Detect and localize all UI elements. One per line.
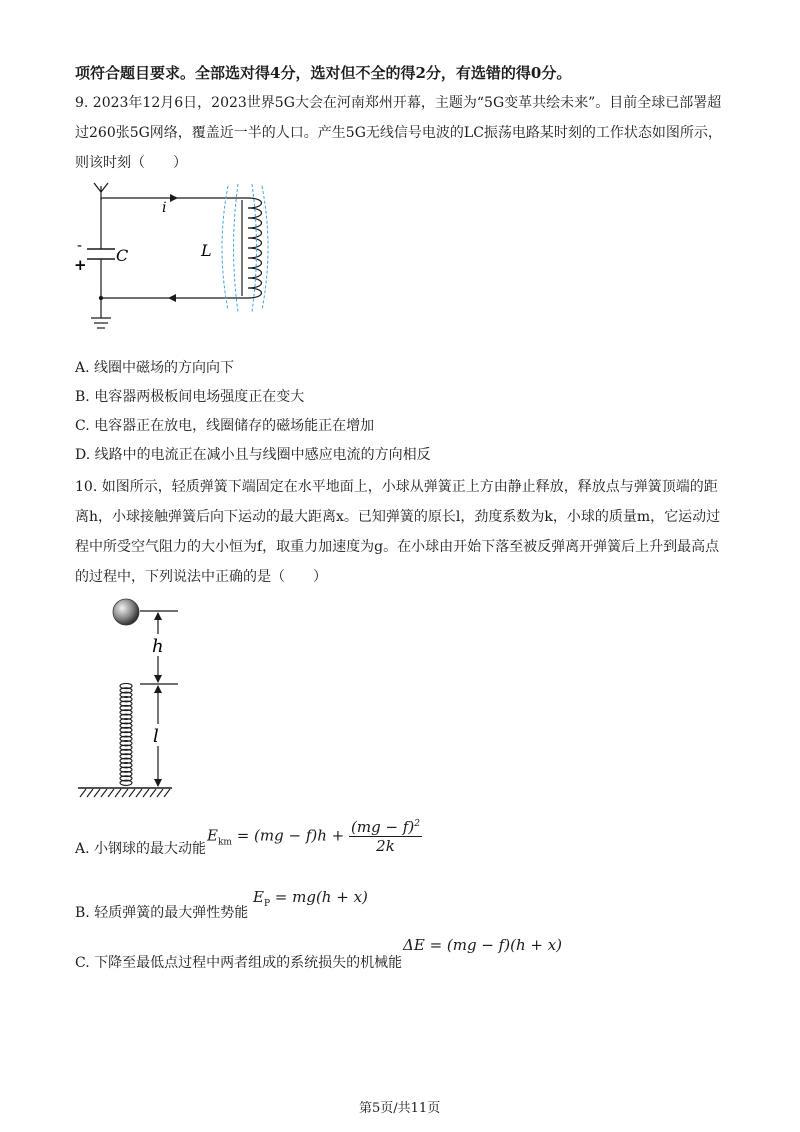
q10-option-c-text: C. 下降至最低点过程中两者组成的系统损失的机械能 bbox=[75, 955, 403, 971]
inductor-label: L bbox=[201, 241, 212, 260]
q9-option-b: B. 电容器两极板间电场强度正在变大 bbox=[75, 389, 305, 405]
q10-option-b-text: B. 轻质弹簧的最大弹性势能 bbox=[75, 905, 249, 921]
q10-line-1: 10. 如图所示，轻质弹簧下端固定在水平地面上，小球从弹簧正上方由静止释放，释放点与弹簧顶端的距 bbox=[75, 479, 718, 495]
q9-line-2: 过260张5G网络，覆盖近一半的人口。产生5G无线信号电波的LC振荡电路某时刻的工作状态如图所示， bbox=[75, 125, 722, 141]
l-label: l bbox=[153, 726, 159, 747]
q9-line-1: 9. 2023年12月6日，2023世界5G大会在河南郑州开幕，主题为“5G变革共绘未来”。目前全球已部署超 bbox=[75, 95, 722, 111]
q9-option-c: C. 电容器正在放电，线圈储存的磁场能正在增加 bbox=[75, 418, 375, 434]
spring-coil bbox=[120, 683, 132, 785]
section-instruction: 项符合题目要求。全部选对得4分，选对但不全的得2分，有选错的得0分。 bbox=[75, 64, 572, 82]
capacitor-minus-sign: - bbox=[77, 238, 83, 254]
q9-option-a: A. 线圈中磁场的方向向下 bbox=[75, 360, 235, 376]
capacitor-plus-sign: + bbox=[74, 256, 87, 274]
q9-option-d: D. 线路中的电流正在减小且与线圈中感应电流的方向相反 bbox=[75, 447, 431, 463]
h-label: h bbox=[152, 636, 164, 657]
current-arrow-bottom bbox=[168, 294, 176, 302]
spring-ball-diagram bbox=[72, 594, 184, 802]
ground-hatching bbox=[80, 789, 170, 797]
q10-option-b-formula: $E_P = mg(h + x)$ bbox=[253, 888, 368, 909]
q10-line-3: 程中所受空气阻力的大小恒为f，取重力加速度为g。在小球由开始下落至被反弹离开弹簧后上升到最高点 bbox=[75, 539, 720, 555]
q9-line-3: 则该时刻（ ） bbox=[75, 155, 187, 171]
q10-option-a-formula: $E_{km} = (mg - f)h$ + $\frac{(mg - f)^2}{2k}$ bbox=[207, 818, 420, 855]
current-label: i bbox=[162, 200, 167, 216]
steel-ball bbox=[113, 599, 139, 625]
current-arrow-top bbox=[170, 194, 178, 202]
q10-option-a-text: A. 小钢球的最大动能 bbox=[75, 841, 207, 857]
q10-line-2: 离h，小球接触弹簧后向下运动的最大距离x。已知弹簧的原长l，劲度系数为k，小球的质量m，它运动过 bbox=[75, 509, 721, 525]
inductor-coil bbox=[242, 198, 262, 298]
capacitor-label: C bbox=[116, 246, 129, 265]
page-number: 第5页/共11页 bbox=[359, 1101, 441, 1116]
lc-circuit-diagram bbox=[70, 178, 270, 338]
q10-option-c-formula: ΔE = (mg − f)(h + x) bbox=[403, 936, 563, 954]
q10-line-4: 的过程中，下列说法中正确的是（ ） bbox=[75, 569, 327, 585]
ground-icon bbox=[91, 298, 111, 328]
